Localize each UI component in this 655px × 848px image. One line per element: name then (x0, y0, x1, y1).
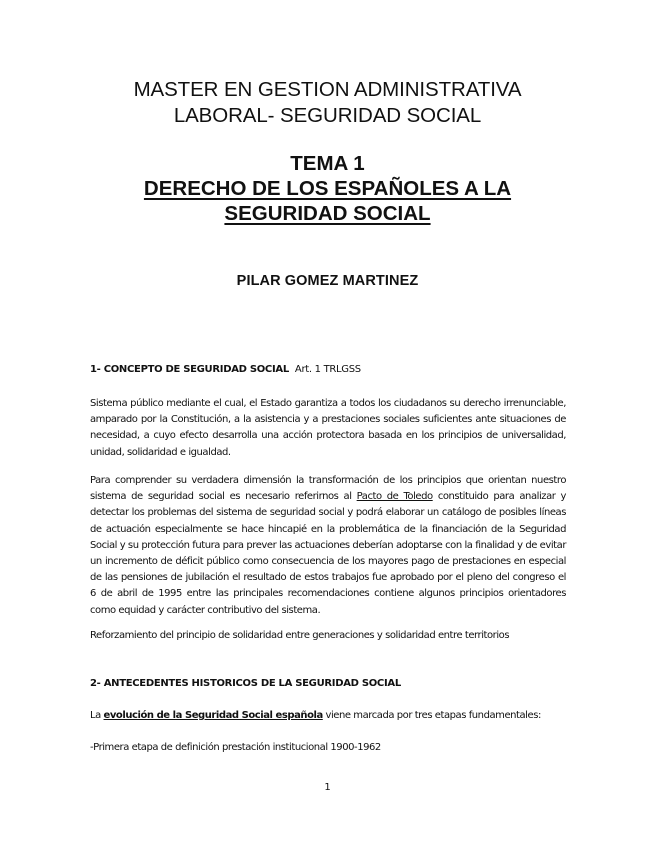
section-1-title: 1- CONCEPTO DE SEGURIDAD SOCIAL (90, 364, 289, 375)
section-2-intro-after: viene marcada por tres etapas fundamentales: (322, 710, 541, 721)
master-title-line-1: MASTER EN GESTION ADMINISTRATIVA (133, 78, 522, 101)
tema-title-line-2: SEGURIDAD SOCIAL (224, 202, 431, 225)
tema-title (0, 176, 655, 226)
paragraph-1-text: Sistema público mediante el cual, el Estado garantiza a todos los ciudadanos su derecho irrenunciable, amparado por la Constitución, a la asistencia y a prestaciones sociales suficientes ante situaciones de necesidad, a cuyo efecto desarrolla una acción protectora basada en los principios de universalidad, unidad, solidaridad e igualdad. (90, 398, 566, 458)
pacto-de-toledo-link[interactable]: Pacto de Toledo (356, 491, 433, 503)
paragraph-2-after-link: constituido para analizar y detectar los problemas del sistema de seguridad social y podrá elaborar un catálogo de posibles líneas de actuación especialmente se hace hincapié en la problemática de la financiación de la Seguridad Social y su protección futura para prever las actuaciones deberían adoptarse con la finalidad y de evitar un incremento de déficit público como consecuencia de los mayores pago de prestaciones en especial de las pensiones de jubilación el resultado de estos trabajos fue aprobado por el pleno del congreso el 6 de abril de 1995 entre las principales recomendaciones contiene algunos principios orientadores como equidad y carácter contributivo del sistema. (90, 491, 566, 616)
section-2-intro-before: La (90, 710, 104, 721)
section-2-heading: 2- ANTECEDENTES HISTORICOS DE LA SEGURIDAD SOCIAL (90, 678, 401, 689)
evolucion-seguridad-social-link[interactable]: evolución de la Seguridad Social española (103, 710, 323, 721)
section-2-stage-1: -Primera etapa de definición prestación institucional 1900-1962 (90, 742, 381, 753)
author-name: PILAR GOMEZ MARTINEZ (236, 273, 419, 289)
master-title (0, 77, 655, 129)
section-1-paragraph-3: Reforzamiento del principio de solidaridad entre generaciones y solidaridad entre territorios (90, 630, 510, 641)
section-1-paragraph-2 (90, 473, 566, 619)
tema-number: TEMA 1 (290, 152, 365, 175)
paragraph-2-before-link: Para comprender su verdadera dimensión la transformación de los principios que orientan nuestro sistema de seguridad social es necesario referirnos al (90, 475, 566, 503)
tema-title-line-1: DERECHO DE LOS ESPAÑOLES A LA (143, 177, 512, 200)
page-number: 1 (324, 782, 331, 793)
section-1-reference: Art. 1 TRLGSS (294, 364, 361, 375)
paragraph-2-text (90, 473, 566, 619)
section-1-heading (90, 364, 361, 375)
master-title-line-2: LABORAL- SEGURIDAD SOCIAL (173, 104, 482, 127)
section-1-paragraph-1 (90, 396, 566, 461)
section-2-intro (90, 708, 570, 724)
